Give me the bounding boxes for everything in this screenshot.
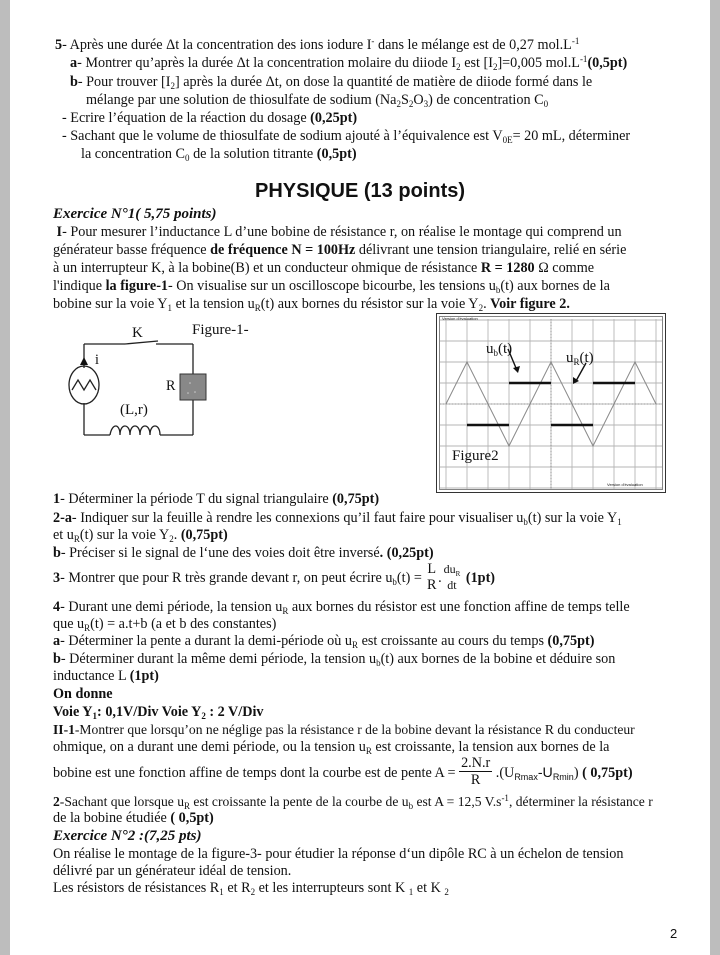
question-2a: 2-a- Indiquer sur la feuille à rendre les connexions qu’il faut faire pour visualiser $u_b(t)$ sur la voie $Y_1$ [53,510,622,527]
intro-line-2: générateur basse fréquence de fréquence N = 100Hz délivrant une tension triangulaire, relié en série [53,242,627,258]
section-title: PHYSIQUE (13 points) [254,180,466,202]
question-2a-line2: et $u_R(t)$ sur la voie $Y_2$. (0,75pt) [53,527,228,544]
chem-q5-dash1: - Ecrire l’équation de la réaction du dosage (0,25pt) [62,110,358,126]
chem-q5-dash2-line2: la concentration $C_0$ de la solution titrante (0,5pt) [81,146,357,163]
intro-line-4: l'indique la figure-1- On visualise sur un oscilloscope bicourbe, les tensions $u_b(t)$ aux bornes de la [53,278,610,295]
coil-label: (L,r) [120,402,148,418]
exercise-2-line-3: Les résistors de résistances $R_1$ et $R_2$ et les interrupteurs sont K $_1$ et K $_2$ [53,880,449,897]
fraction-L-over-R: L R [427,560,437,593]
current-label: i [95,352,99,368]
part2-q1-line3: bobine est une fonction affine de temps dont la courbe est de pente A = $\frac{2.N.r}{R}$ $.(U_{Rmax}-U_{Rmin})$ ( 0,75pt) [53,755,633,789]
chem-q5: 5- Après une durée Δt la concentration des ions iodure I- dans le mélange est de 0,27 $mol.L^{-1}$ [55,36,580,53]
ub-label: $u_b(t)$ [486,341,513,358]
question-4: 4- Durant une demi période, la tension $u_R$ aux bornes du résistor est une fonction affine de temps telle [53,599,630,616]
intro-line-3: à un interrupteur K, à la bobine(B) et un conducteur ohmique de résistance R = 1280 Ω comme [53,260,595,276]
figure-1-label: Figure-1- [192,322,249,338]
exercise-1-title: Exercice N°1( 5,75 points) [53,206,217,222]
given-values: Voie $Y_1$: 0,1V/Div Voie $Y_2$ : 2 V/Div [53,704,264,721]
page-number: 2 [670,926,678,941]
question-4b-line2: inductance L (1pt) [53,668,159,684]
ur-label: $u_R(t)$ [566,350,594,367]
part2-q1: II-1-Montrer que lorsqu’on ne néglige pas la résistance r de la bobine devant la résistance R du conducteur [53,722,635,737]
question-1: 1- Déterminer la période T du signal triangulaire (0,75pt) [53,491,380,507]
fraction-2Nr-over-R: $\frac{2.N.r}{R}$ [461,755,491,789]
oscilloscope-graph [436,313,666,493]
given-title: On donne [53,686,113,702]
question-4b: b- Déterminer durant la même demi période, la tension $u_b(t)$ aux bornes de la bobine et déduire son [53,651,616,668]
exercise-2-line-2: délivré par un générateur idéal de tension. [53,863,292,879]
figure-2-label: Figure2 [452,448,499,464]
figure-2-oscilloscope [436,313,666,493]
watermark-top: Version d'évaluation [442,316,478,321]
part2-q1-line2: ohmique, on a durant une demi période, ou la tension $u_R$ est croissante, la tension aux bornes de la [53,739,610,756]
watermark-bottom: Version d'évaluation [607,482,643,487]
chem-q5b-line2: mélange par une solution de thiosulfate de sodium $(Na_2S_2O_3)$ de concentration $C_0$ [86,92,549,109]
figure-1-circuit [60,320,280,450]
question-4a: a- Déterminer la pente a durant la demi-période où $u_R$ est croissante au cours du temps (0,75pt) [53,633,595,650]
question-2b: b- Préciser si le signal de l‘une des voies doit être inversé. (0,25pt) [53,545,434,561]
part2-q2: 2-Sachant que lorsque $u_R$ est croissante la pente de la courbe de $u_b$ est A = 12,5 $V.s^{-1}$, déterminer la résistance r [53,793,653,811]
question-3: 3- Montrer que pour R très grande devant r, on peut écrire $u_b(t)$ = L R . $du_R$ dt (1pt) [53,560,496,593]
intro-line-1: I- Pour mesurer l’inductance L d’une bobine de résistance r, on réalise le montage qui comprend un [56,224,622,240]
intro-line-5: bobine sur la voie $Y_1$ et la tension $u_R(t)$ aux bornes du résistor sur la voie $Y_2$. Voir figure 2. [53,296,570,313]
question-4-line2: que $u_R(t) = a.t+b$ (a et b des constantes) [53,616,277,633]
part2-q2-line2: de la bobine étudiée ( 0,5pt) [53,810,214,826]
chem-q5a: a- Montrer qu’après la durée Δt la concentration molaire du diiode $I_2$ est $[I_2]=0,005$ $mol.L^{-1}(0,5pt)$ [70,54,628,72]
exercise-2-title: Exercice N°2 :(7,25 pts) [53,828,202,844]
exercise-2-line-1: On réalise le montage de la figure-3- pour étudier la réponse d‘un dipôle RC à un échelon de tension [53,846,624,862]
chem-q5b: b- Pour trouver $[I_2]$ après la durée Δt, on dose la quantité de matière de diiode formé dans le [70,74,593,91]
fraction-duR-over-dt: $du_R$ dt [443,561,461,592]
switch-label: K [132,325,143,341]
resistor-label: R [166,378,176,394]
chem-q5-dash2: - Sachant que le volume de thiosulfate de sodium ajouté à l’équivalence est $V_{0E}= 20$ mL, déterminer [62,128,631,145]
